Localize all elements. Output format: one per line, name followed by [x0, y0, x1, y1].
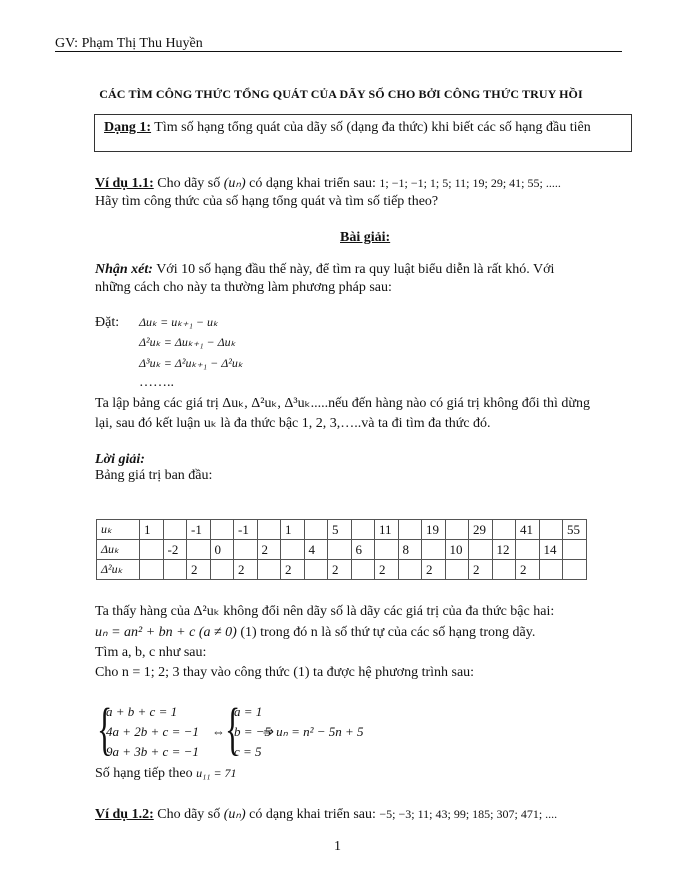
type-1-label: Dạng 1:	[104, 120, 152, 135]
table-cell: 29	[469, 520, 493, 540]
table-cell	[351, 560, 375, 580]
table-cell	[445, 520, 469, 540]
table-cell	[469, 540, 493, 560]
table-cell	[492, 560, 516, 580]
example-1-1-label: Ví dụ 1.1:	[95, 176, 154, 191]
example-1-1-text-b: có dạng khai triển sau:	[245, 176, 380, 191]
system-left-eq-2: 4a + 2b + c = −1	[106, 724, 199, 739]
solve-label: Lời giải:	[95, 452, 145, 467]
example-1-2-sequence: −5; −3; 11; 43; 99; 185; 307; 471; ....	[379, 807, 558, 821]
table-cell	[163, 520, 187, 540]
table-cell	[140, 560, 164, 580]
general-form: uₙ = an² + bn + c (a ≠ 0)	[95, 625, 237, 640]
table-cell	[210, 560, 234, 580]
system-right-eq-2: b = −5	[234, 724, 272, 739]
table-cell	[422, 540, 446, 560]
next-term-value: u₁₁ = 71	[196, 766, 237, 780]
header-rule	[55, 51, 622, 52]
table-cell: 2	[281, 560, 305, 580]
table-cell	[234, 540, 258, 560]
table-cell	[281, 540, 305, 560]
solution-title: Bài giải:	[340, 230, 391, 245]
remark-text-1: Với 10 số hạng đầu thế này, để tìm ra quy luật biểu diễn là rất khó. Với	[152, 262, 555, 277]
table-cell: 2	[469, 560, 493, 580]
table-cell	[539, 560, 563, 580]
type-1-text: Tìm số hạng tổng quát của dãy số (dạng đa thức) khi biết các số hạng đầu tiên	[151, 120, 591, 135]
next-term-text: Số hạng tiếp theo	[95, 766, 197, 781]
table-cell	[516, 540, 540, 560]
table-cell: 2	[187, 560, 211, 580]
table-cell	[257, 520, 281, 540]
example-1-2-statement	[95, 806, 557, 823]
table-cell	[257, 560, 281, 580]
table-cell: 4	[304, 540, 328, 560]
define-label: Đặt:	[95, 315, 120, 330]
table-cell	[398, 560, 422, 580]
conclusion-line-3: Tìm a, b, c như sau:	[95, 645, 207, 660]
table-cell: 1	[281, 520, 305, 540]
table-cell: 5	[328, 520, 352, 540]
table-cell: -1	[187, 520, 211, 540]
next-term-line	[95, 766, 237, 782]
system-left-eq-1: a + b + c = 1	[106, 704, 178, 719]
right-brace: {	[225, 696, 241, 761]
conclusion-line-2-text: (1) trong đó n là số thứ tự của các số hạng trong dãy.	[236, 625, 536, 640]
left-brace: {	[97, 696, 113, 761]
teacher-header: GV: Phạm Thị Thu Huyền	[55, 36, 203, 51]
table-cell: 55	[563, 520, 587, 540]
table-cell: 0	[210, 540, 234, 560]
table-cell	[304, 520, 328, 540]
table-cell	[563, 560, 587, 580]
table-cell	[398, 520, 422, 540]
values-table	[96, 519, 587, 580]
table-cell	[351, 520, 375, 540]
system-right-eq-3: c = 5	[234, 744, 262, 759]
table-cell: 11	[375, 520, 399, 540]
table-cell: 2	[516, 560, 540, 580]
table-cell: 6	[351, 540, 375, 560]
example-1-2-text-a: Cho dãy số	[153, 807, 224, 822]
table-row-label: Δ²uₖ	[97, 560, 140, 580]
table-cell	[187, 540, 211, 560]
example-1-1-seq-symbol: (uₙ)	[223, 176, 246, 191]
method-paragraph-2: lại, sau đó kết luận uₖ là đa thức bậc 1, 2, 3,…..và ta đi tìm đa thức đó.	[95, 416, 491, 431]
table-cell: 2	[422, 560, 446, 580]
table-cell: 2	[257, 540, 281, 560]
example-1-2-text-b: có dạng khai triển sau:	[245, 807, 380, 822]
table-cell	[445, 560, 469, 580]
table-cell: 2	[375, 560, 399, 580]
conclusion-line-1: Ta thấy hàng của Δ²uₖ không đổi nên dãy số là dãy các giá trị của đa thức bậc hai:	[95, 604, 555, 619]
type-1-box	[94, 114, 632, 152]
system-left-eq-3: 9a + 3b + c = −1	[106, 744, 199, 759]
table-cell	[492, 520, 516, 540]
table-cell	[210, 520, 234, 540]
table-row	[97, 540, 587, 560]
table-cell: 19	[422, 520, 446, 540]
example-1-1-sequence: 1; −1; −1; 1; 5; 11; 19; 29; 41; 55; .....	[379, 176, 561, 190]
page-number: 1	[334, 839, 341, 854]
remark-line-1	[95, 262, 554, 278]
table-cell: 2	[328, 560, 352, 580]
table-cell: -1	[234, 520, 258, 540]
table-row-label: Δuₖ	[97, 540, 140, 560]
table-row	[97, 560, 587, 580]
example-1-2-label: Ví dụ 1.2:	[95, 807, 154, 822]
define-eq-3: Δ³uₖ = Δ²uₖ₊₁ − Δ²uₖ	[139, 356, 243, 370]
table-row	[97, 520, 587, 540]
table-cell: -2	[163, 540, 187, 560]
table-cell: 12	[492, 540, 516, 560]
equivalence-symbol: ⇔	[212, 724, 225, 739]
table-cell: 1	[140, 520, 164, 540]
general-term-result: ⇒ uₙ = n² − 5n + 5	[262, 724, 364, 739]
type-1-statement	[104, 120, 591, 136]
table-cell	[375, 540, 399, 560]
define-eq-2: Δ²uₖ = Δuₖ₊₁ − Δuₖ	[139, 335, 236, 349]
table-cell: 8	[398, 540, 422, 560]
example-1-1-statement	[95, 175, 561, 192]
example-1-1-text-a: Cho dãy số	[153, 176, 224, 191]
conclusion-line-4: Cho n = 1; 2; 3 thay vào công thức (1) ta được hệ phương trình sau:	[95, 665, 475, 680]
define-eq-1: Δuₖ = uₖ₊₁ − uₖ	[139, 315, 219, 329]
remark-line-2: những cách cho này ta thường làm phương pháp sau:	[95, 280, 392, 295]
table-cell	[140, 540, 164, 560]
table-cell	[539, 520, 563, 540]
conclusion-line-2	[95, 624, 535, 641]
table-cell	[163, 560, 187, 580]
document-title: CÁC TÌM CÔNG THỨC TỔNG QUÁT CỦA DÃY SỐ CHO BỞI CÔNG THỨC TRUY HỒI	[99, 87, 583, 101]
remark-label: Nhận xét:	[95, 262, 153, 277]
table-row-label: uₖ	[97, 520, 140, 540]
table-cell	[328, 540, 352, 560]
example-1-2-seq-symbol: (uₙ)	[223, 807, 246, 822]
example-1-1-question: Hãy tìm công thức của số hạng tổng quát và tìm số tiếp theo?	[95, 194, 439, 209]
define-dots: ……..	[139, 375, 174, 390]
table-caption: Bảng giá trị ban đầu:	[95, 468, 213, 483]
table-cell	[304, 560, 328, 580]
table-cell: 2	[234, 560, 258, 580]
table-cell: 41	[516, 520, 540, 540]
method-paragraph-1: Ta lập bảng các giá trị Δuₖ, Δ²uₖ, Δ³uₖ.....nếu đến hàng nào có giá trị không đổi thì dừng	[95, 396, 590, 411]
table-cell	[563, 540, 587, 560]
table-cell: 14	[539, 540, 563, 560]
system-right-eq-1: a = 1	[234, 704, 263, 719]
table-cell: 10	[445, 540, 469, 560]
